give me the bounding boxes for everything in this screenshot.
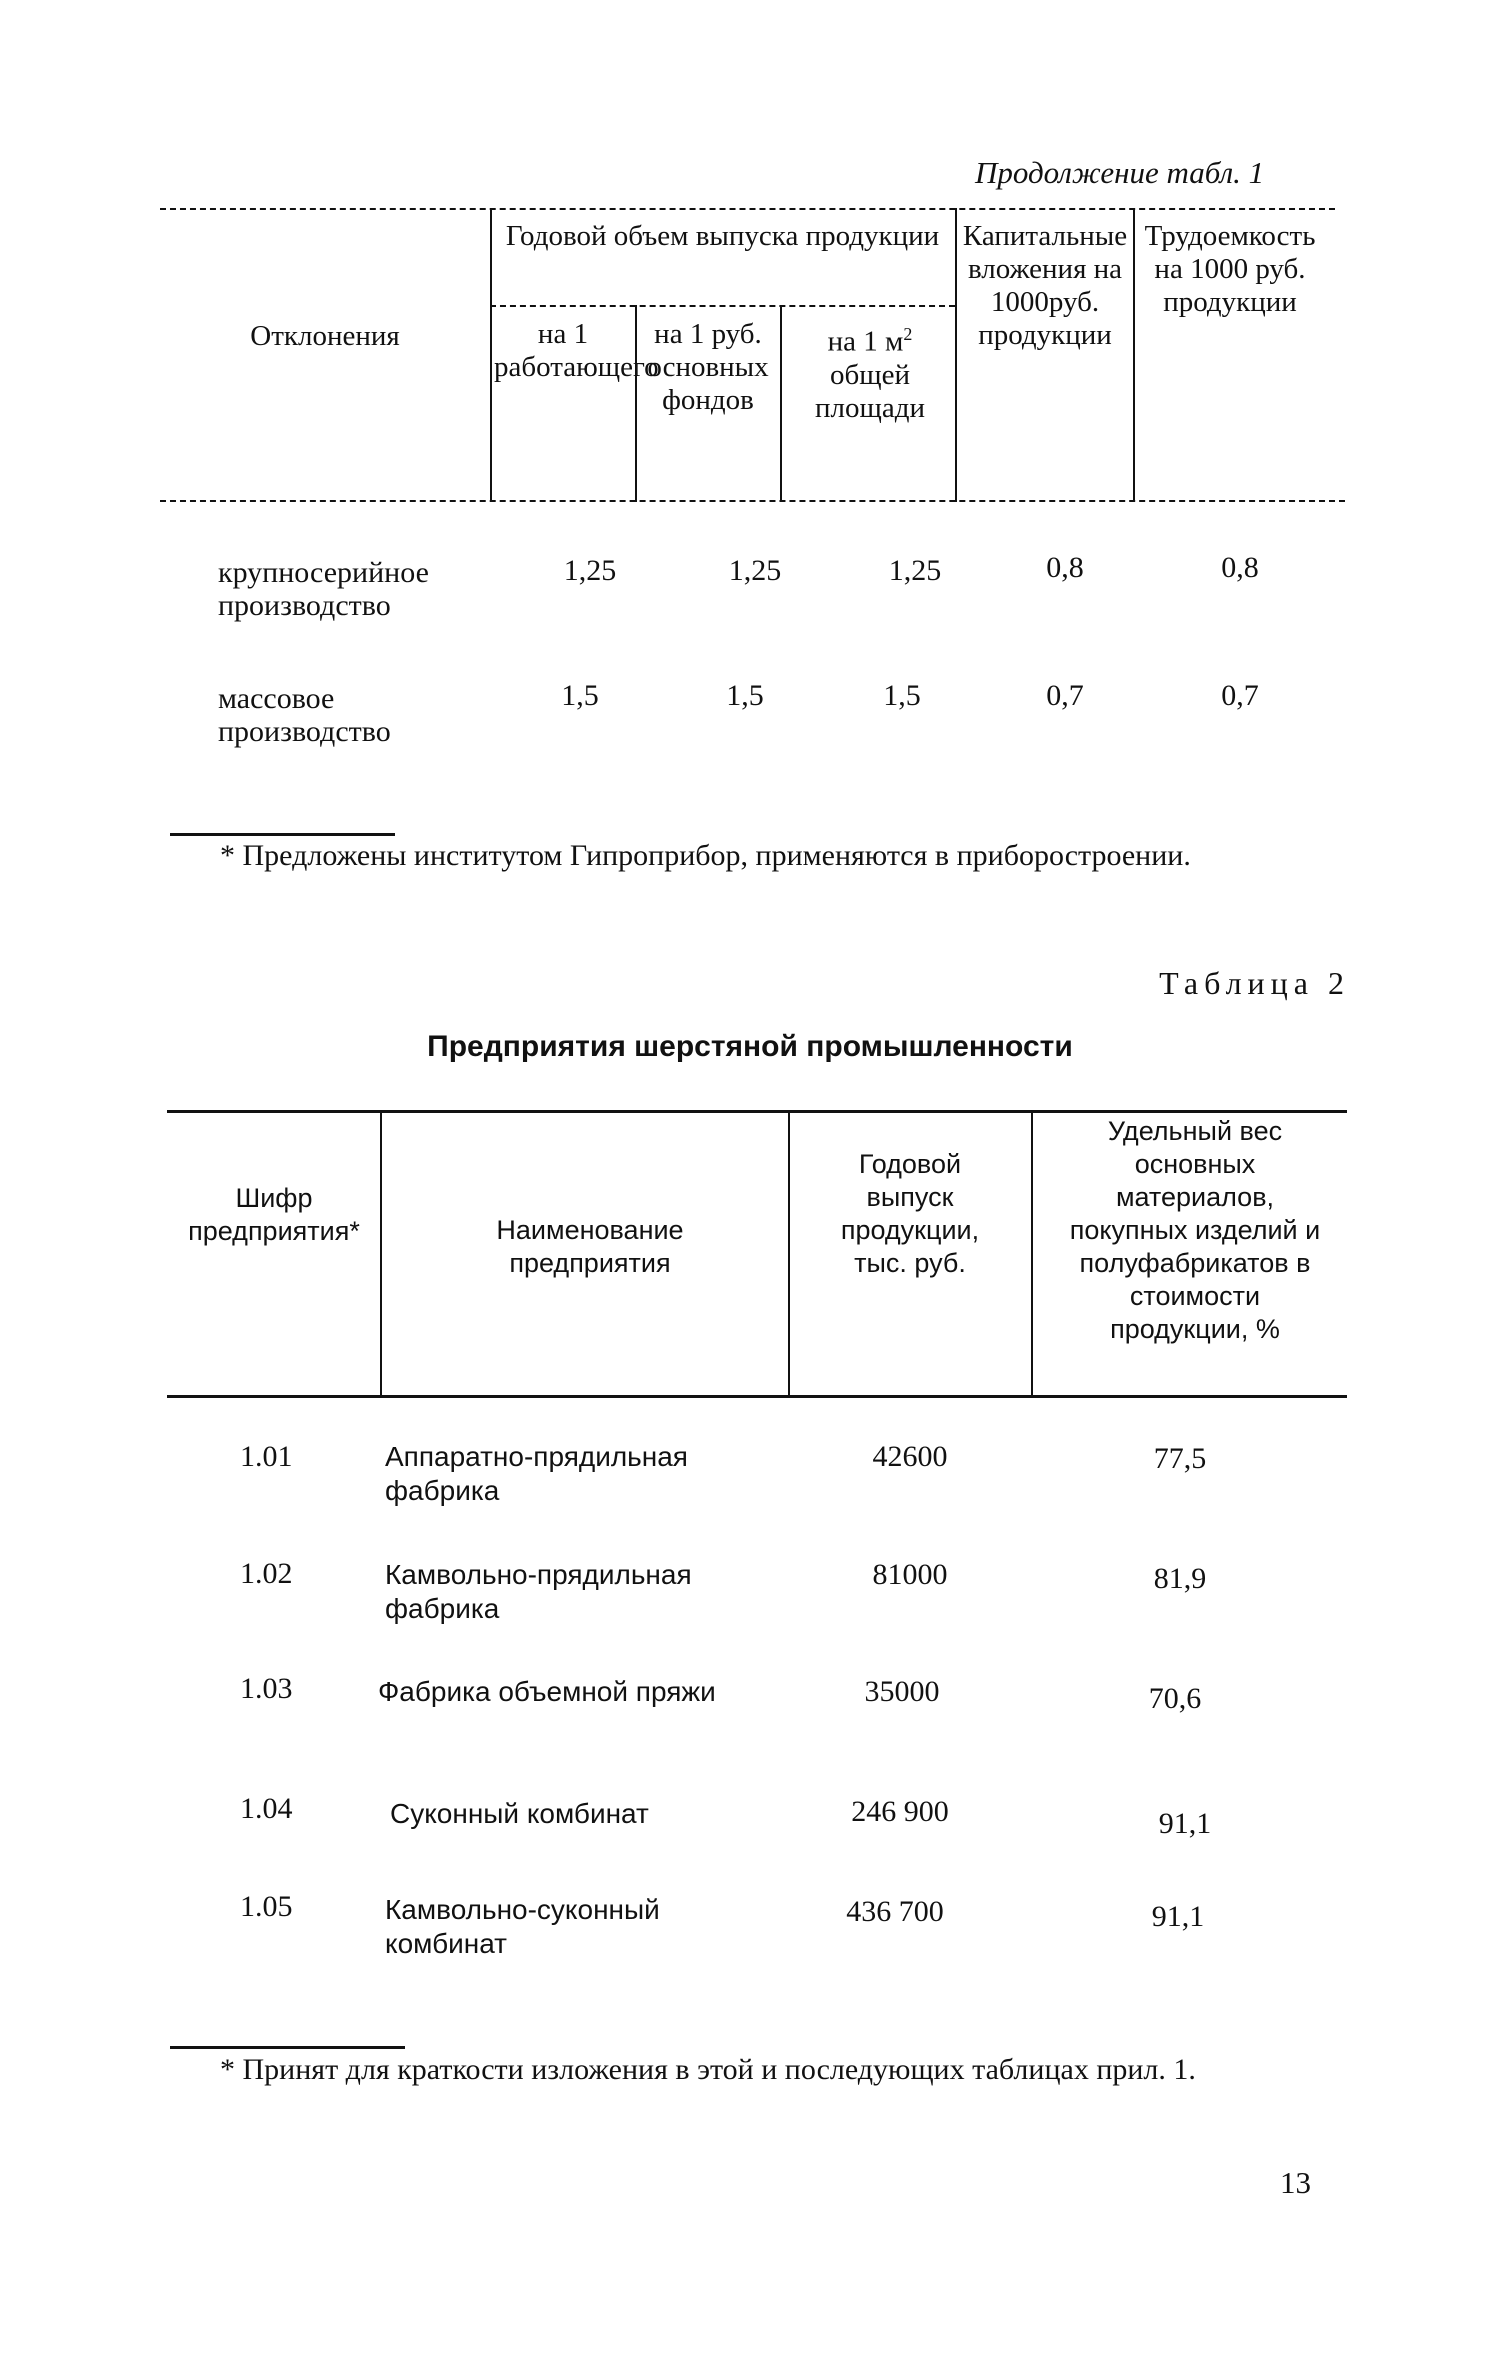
row-share: 81,9: [1153, 1562, 1207, 1595]
header-output: Годовой выпуск продукции, тыс. руб.: [840, 1149, 980, 1278]
header-share: Удельный вес основных материалов, покупных изделий и полуфабрикатов в стоимости продукции, %: [1069, 1116, 1321, 1344]
row-value: 0,7: [1221, 679, 1259, 712]
header-per-m2: [790, 318, 950, 425]
row-name: Камвольно-суконный комбинат: [385, 1894, 660, 1959]
row-name: Аппаратно-прядильная фабрика: [385, 1441, 688, 1506]
footnote-table1: * Предложены институтом Гипроприбор, применяются в приборостроении.: [220, 839, 1191, 872]
row-share: 91,1: [1158, 1807, 1212, 1840]
row-share: 91,1: [1151, 1900, 1205, 1933]
row-value: 0,8: [1046, 551, 1084, 584]
row-value: 1,25: [888, 554, 942, 587]
row-value: 1,25: [728, 554, 782, 587]
row-output: 436 700: [846, 1895, 944, 1928]
table1-col-divider: [490, 208, 492, 502]
row-name: Фабрика объемной пряжи: [378, 1676, 716, 1707]
header-name: Наименование предприятия: [496, 1215, 684, 1278]
row-code: 1.04: [240, 1792, 293, 1825]
header-deviations: Отклонения: [250, 320, 400, 352]
table1-header-bottom-rule: [160, 500, 1345, 502]
header-labor-intensity: Трудоемкость на 1000 руб. продукции: [1144, 220, 1316, 318]
row-value: 1,25: [563, 554, 617, 587]
row-share: 77,5: [1153, 1442, 1207, 1475]
table2-col-divider: [1031, 1110, 1033, 1397]
row-output: 246 900: [851, 1795, 949, 1828]
header-annual-volume: Годовой объем выпуска продукции: [505, 220, 940, 252]
row-output: 81000: [872, 1558, 948, 1591]
header-per-m2-prefix: на 1 м: [827, 325, 904, 358]
table2-header-bottom-rule: [167, 1395, 1347, 1398]
table2-top-rule: [167, 1110, 1347, 1113]
page-number: 13: [1280, 2165, 1311, 2200]
row-output: 42600: [872, 1440, 948, 1473]
table2-col-divider: [380, 1110, 382, 1397]
table1-col-divider: [780, 305, 782, 502]
row-name: Суконный комбинат: [390, 1798, 649, 1829]
row-share: 70,6: [1148, 1682, 1202, 1715]
header-capital-investment: Капитальные вложения на 1000руб. продукции: [962, 220, 1128, 351]
table2-title: Предприятия шерстяной промышленности: [427, 1030, 1073, 1063]
header-per-rub-funds: на 1 руб. основных фондов: [647, 318, 769, 416]
header-per-worker: на 1 работающего: [494, 318, 659, 383]
row-value: 0,8: [1221, 551, 1259, 584]
table1-col-divider: [1133, 208, 1135, 502]
row-code: 1.02: [240, 1557, 293, 1590]
row-code: 1.01: [240, 1440, 293, 1473]
header-per-m2-superscript: 2: [903, 324, 913, 344]
header-per-m2-suffix: общей площади: [815, 358, 925, 424]
table2-col-divider: [788, 1110, 790, 1397]
header-code: Шифр предприятия*: [188, 1183, 360, 1246]
row-value: 1,5: [883, 679, 921, 712]
row-output: 35000: [864, 1675, 940, 1708]
table2-label: Таблица 2: [1159, 965, 1350, 1001]
row-value: 1,5: [726, 679, 764, 712]
table1-col-divider: [955, 208, 957, 502]
table1-top-rule: [160, 208, 1335, 210]
footnote-table2: * Принят для краткости изложения в этой и последующих таблицах прил. 1.: [220, 2053, 1196, 2086]
table1-subheader-rule: [490, 305, 955, 307]
footnote-rule: [170, 833, 395, 836]
row-value: 1,5: [561, 679, 599, 712]
footnote-rule: [170, 2046, 405, 2049]
row-value: 0,7: [1046, 679, 1084, 712]
row-code: 1.03: [240, 1672, 293, 1705]
row-name: массовое производство: [218, 682, 391, 748]
row-name: Камвольно-прядильная фабрика: [385, 1559, 692, 1624]
row-name: крупносерийное производство: [218, 556, 429, 622]
row-code: 1.05: [240, 1890, 293, 1923]
table1-col-divider: [635, 305, 637, 502]
continuation-note: Продолжение табл. 1: [975, 155, 1265, 190]
